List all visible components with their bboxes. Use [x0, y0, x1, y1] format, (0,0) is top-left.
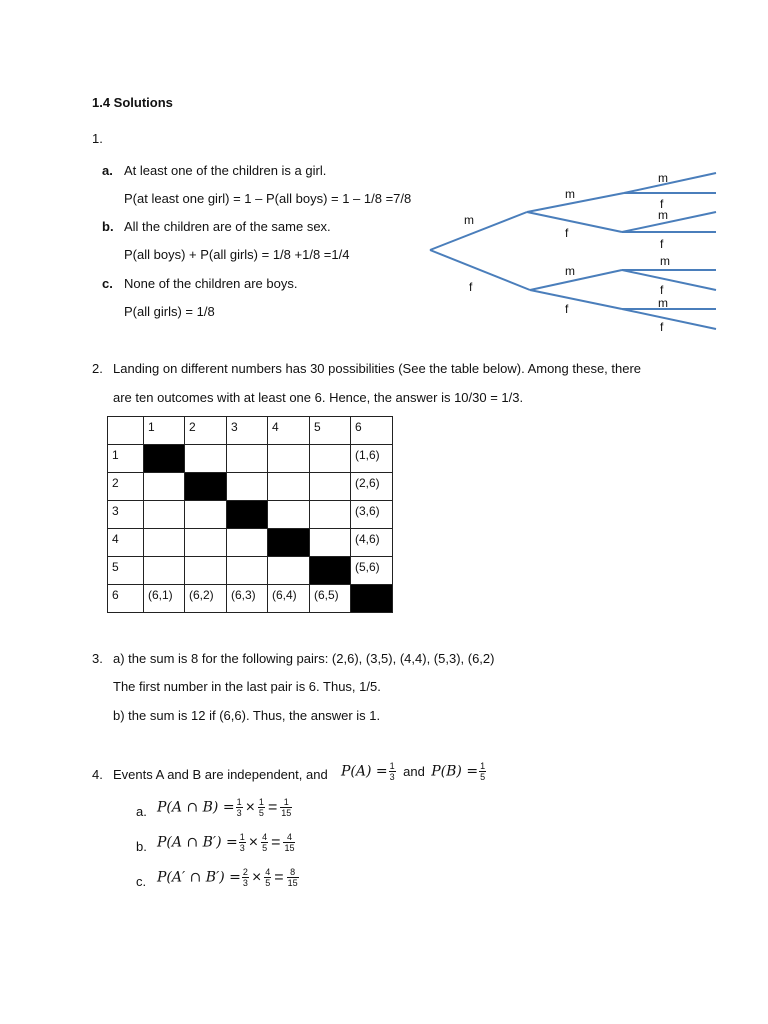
- and-word: and: [403, 763, 425, 779]
- q4b-label: b.: [136, 839, 147, 854]
- table-cell: (5,6): [351, 557, 393, 585]
- tree-l3-label-m: m: [660, 254, 670, 268]
- result-fraction: $\frac{4}{15}$: [284, 832, 295, 853]
- table-cell: [268, 557, 310, 585]
- table-row: [108, 529, 393, 557]
- table-cell: [310, 473, 351, 501]
- q1b-text: All the children are of the same sex.: [124, 219, 331, 234]
- pa-fraction: $\frac{1}{3}$: [389, 761, 395, 782]
- tree-l3-label-f: f: [660, 283, 664, 297]
- fraction: $\frac{4}{5}$: [265, 867, 271, 888]
- equals-sign: =: [271, 833, 281, 851]
- q1b-label: b.: [102, 219, 114, 234]
- tree-l2-label-f: f: [565, 226, 569, 240]
- pb-fraction: $\frac{1}{5}$: [480, 761, 486, 782]
- row-header: 5: [108, 557, 144, 585]
- result-fraction: $\frac{1}{15}$: [281, 797, 292, 818]
- q4a-lhs: P(A ∩ B) =: [157, 799, 235, 816]
- diagonal-blank-cell: [310, 557, 351, 585]
- table-cell: [268, 445, 310, 473]
- section-heading: 1.4 Solutions: [92, 95, 173, 110]
- q4c-lhs: P(A′ ∩ B′) =: [157, 869, 241, 886]
- tree-l1-label-m: m: [464, 213, 474, 227]
- q1c-label: c.: [102, 276, 113, 291]
- table-cell: [310, 529, 351, 557]
- probability-tree-diagram: [0, 0, 768, 360]
- table-cell: [144, 501, 185, 529]
- col-header: 4: [268, 417, 310, 445]
- q1c-answer: P(all girls) = 1/8: [124, 304, 215, 319]
- table-row: [108, 445, 393, 473]
- q4b-lhs: P(A ∩ B′) =: [157, 834, 238, 851]
- branch-fff: [622, 309, 716, 329]
- table-cell: (4,6): [351, 529, 393, 557]
- q4b-expression: [157, 832, 296, 853]
- dice-outcome-table: [107, 416, 393, 613]
- diagonal-blank-cell: [227, 501, 268, 529]
- table-cell: (6,4): [268, 585, 310, 613]
- table-cell: (6,3): [227, 585, 268, 613]
- equals-sign: =: [267, 798, 278, 816]
- q1a-answer: P(at least one girl) = 1 – P(all boys) = 1 – 1/8 =7/8: [124, 191, 412, 206]
- table-row: [108, 585, 393, 613]
- table-cell: [310, 501, 351, 529]
- row-header: 2: [108, 473, 144, 501]
- tree-l3-label-f: f: [660, 197, 664, 211]
- branch-ff: [530, 290, 622, 309]
- q1c-text: None of the children are boys.: [124, 276, 298, 291]
- tree-l2-label-f: f: [565, 302, 569, 316]
- branch-fm: [530, 270, 622, 290]
- q1b-answer: P(all boys) + P(all girls) = 1/8 +1/8 =1/4: [124, 247, 350, 262]
- q3-line2: The first number in the last pair is 6. Thus, 1/5.: [113, 679, 381, 694]
- row-header: 1: [108, 445, 144, 473]
- table-cell: [227, 557, 268, 585]
- table-cell: [227, 445, 268, 473]
- times-sign: ×: [251, 868, 262, 886]
- q4-number: 4.: [92, 767, 103, 782]
- table-row: [108, 473, 393, 501]
- table-cell: (6,1): [144, 585, 185, 613]
- fraction: $\frac{4}{5}$: [262, 832, 268, 853]
- branch-mm: [527, 193, 624, 212]
- times-sign: ×: [248, 833, 259, 851]
- table-cell: [227, 529, 268, 557]
- diagonal-blank-cell: [185, 473, 227, 501]
- row-header: 3: [108, 501, 144, 529]
- table-cell: [310, 445, 351, 473]
- q4c-expression: [157, 867, 300, 888]
- row-header: 6: [108, 585, 144, 613]
- q3-number: 3.: [92, 651, 103, 666]
- result-fraction: $\frac{8}{15}$: [287, 867, 298, 888]
- pa-lhs: P(A) =: [341, 763, 388, 780]
- table-cell: [185, 557, 227, 585]
- diagonal-blank-cell: [268, 529, 310, 557]
- q2-number: 2.: [92, 361, 103, 376]
- col-header: 2: [185, 417, 227, 445]
- fraction: $\frac{1}{5}$: [258, 797, 264, 818]
- table-cell: (3,6): [351, 501, 393, 529]
- tree-l3-label-f: f: [660, 320, 664, 334]
- branch-mfm: [622, 212, 716, 232]
- q4a-label: a.: [136, 804, 147, 819]
- times-sign: ×: [245, 798, 255, 816]
- pb-lhs: P(B) =: [431, 763, 479, 780]
- table-cell: [144, 557, 185, 585]
- q4-intro: Events A and B are independent, and: [113, 767, 328, 782]
- table-cell: (2,6): [351, 473, 393, 501]
- table-cell: (6,2): [185, 585, 227, 613]
- table-cell: [185, 445, 227, 473]
- branch-m: [430, 212, 527, 250]
- branch-f: [430, 250, 530, 290]
- branch-mf: [527, 212, 622, 232]
- tree-l3-label-m: m: [658, 171, 668, 185]
- table-cell: [144, 529, 185, 557]
- q1a-text: At least one of the children is a girl.: [124, 163, 327, 178]
- table-cell: [144, 473, 185, 501]
- q1a-label: a.: [102, 163, 113, 178]
- table-row: [108, 557, 393, 585]
- tree-l3-label-f: f: [660, 237, 664, 251]
- diagonal-blank-cell: [144, 445, 185, 473]
- table-row: [108, 501, 393, 529]
- q4a-expression: [157, 797, 293, 818]
- q2-line1: Landing on different numbers has 30 possibilities (See the table below). Among these, there: [113, 361, 642, 376]
- fraction: $\frac{1}{3}$: [239, 832, 245, 853]
- q2-line2: are ten outcomes with at least one 6. Hence, the answer is 10/30 = 1/3.: [113, 390, 524, 405]
- col-header: 1: [144, 417, 185, 445]
- branch-mmm: [624, 173, 716, 193]
- diagonal-blank-cell: [351, 585, 393, 613]
- table-cell: (1,6): [351, 445, 393, 473]
- q1-number: 1.: [92, 131, 103, 146]
- table-cell: [185, 501, 227, 529]
- table-cell: [268, 473, 310, 501]
- tree-l3-label-m: m: [658, 296, 668, 310]
- tree-l3-label-m: m: [658, 208, 668, 222]
- q3-line3: b) the sum is 12 if (6,6). Thus, the answer is 1.: [113, 708, 381, 723]
- fraction: $\frac{2}{3}$: [242, 867, 248, 888]
- col-header: 3: [227, 417, 268, 445]
- table-cell: (6,5): [310, 585, 351, 613]
- q3-line1: a) the sum is 8 for the following pairs: (2,6), (3,5), (4,4), (5,3), (6,2): [113, 651, 495, 666]
- table-cell: [227, 473, 268, 501]
- branch-fmf: [622, 270, 716, 290]
- table-cell: [268, 501, 310, 529]
- col-header: 5: [310, 417, 351, 445]
- tree-l2-label-m: m: [565, 264, 575, 278]
- tree-l1-label-f: f: [469, 280, 473, 294]
- row-header: 4: [108, 529, 144, 557]
- tree-l2-label-m: m: [565, 187, 575, 201]
- equals-sign: =: [274, 868, 284, 886]
- q4c-label: c.: [136, 874, 147, 889]
- table-cell: [185, 529, 227, 557]
- fraction: $\frac{1}{3}$: [236, 797, 242, 818]
- table-corner-cell: [108, 417, 144, 445]
- col-header: 6: [351, 417, 393, 445]
- table-header-row: [108, 417, 393, 445]
- q4-given-probabilities: [341, 761, 487, 782]
